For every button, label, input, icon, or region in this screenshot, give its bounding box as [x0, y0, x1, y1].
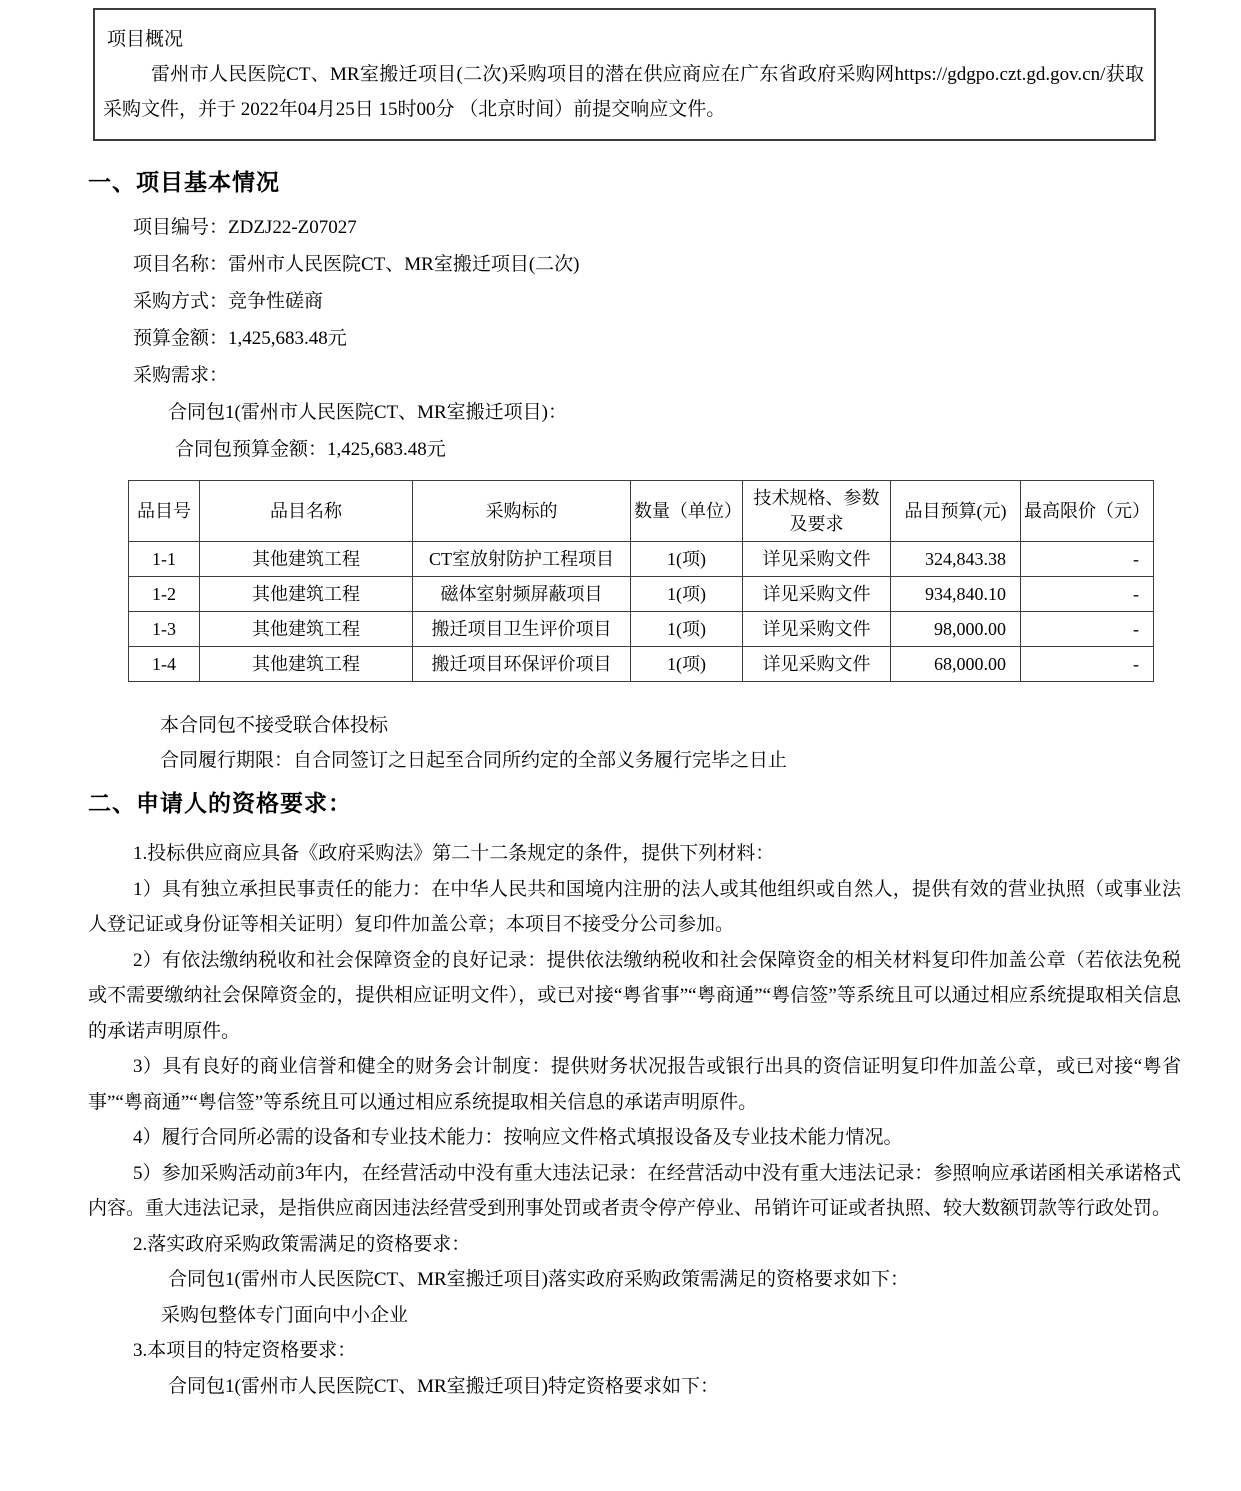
contract-package-budget: 合同包预算金额：1,425,683.48元	[175, 439, 446, 460]
section2-heading: 二、申请人的资格要求：	[88, 790, 352, 816]
cell-item-budget: 98,000.00	[891, 612, 1021, 647]
table-header-row	[129, 481, 1154, 542]
cell-max-price: -	[1021, 577, 1154, 612]
cell-item-name: 其他建筑工程	[200, 612, 413, 647]
table-row	[129, 612, 1154, 647]
policy-requirement-heading: 2.落实政府采购政策需满足的资格要求：	[133, 1233, 471, 1255]
budget-amount: 预算金额：1,425,683.48元	[133, 328, 347, 349]
qualification-item-4: 4）履行合同所必需的设备和专业技术能力：按响应文件格式填报设备及专业技术能力情况。	[133, 1127, 903, 1148]
cell-quantity: 1(项)	[631, 647, 743, 682]
cell-item-budget: 68,000.00	[891, 647, 1021, 682]
col-header-subject: 采购标的	[413, 481, 631, 542]
cell-item-no: 1-4	[129, 647, 200, 682]
col-header-item-name: 品目名称	[200, 481, 413, 542]
package-notes	[88, 708, 1181, 778]
cell-specs: 详见采购文件	[743, 542, 891, 577]
col-header-item-budget: 品目预算(元)	[891, 481, 1021, 542]
col-header-item-no: 品目号	[129, 481, 200, 542]
procurement-demand-label: 采购需求：	[133, 365, 229, 386]
project-number: 项目编号：ZDZJ22-Z07027	[133, 217, 357, 238]
table-row	[129, 542, 1154, 577]
cell-max-price: -	[1021, 542, 1154, 577]
cell-item-name: 其他建筑工程	[200, 647, 413, 682]
overview-paragraph: 雷州市人民医院CT、MR室搬迁项目(二次)采购项目的潜在供应商应在广东省政府采购网https://gdgpo.czt.gd.gov.cn/获取采购文件，并于 2022年04月25日 15时00分 （北京时间）前提交响应文件。	[103, 64, 1144, 120]
qualification-item-3: 3）具有良好的商业信誉和健全的财务会计制度：提供财务状况报告或银行出具的资信证明复印件加盖公章，或已对接“粤省事”“粤商通”“粤信签”等系统且可以通过相应系统提取相关信息的承诺声明原件。	[88, 1056, 1181, 1113]
cell-max-price: -	[1021, 647, 1154, 682]
cell-item-name: 其他建筑工程	[200, 577, 413, 612]
table-row	[129, 647, 1154, 682]
cell-subject: CT室放射防护工程项目	[413, 542, 631, 577]
cell-item-budget: 934,840.10	[891, 577, 1021, 612]
overview-title: 项目概况	[107, 29, 184, 50]
col-header-specs: 技术规格、参数及要求	[743, 481, 891, 542]
procurement-method: 采购方式：竞争性磋商	[133, 291, 324, 312]
cell-specs: 详见采购文件	[743, 577, 891, 612]
col-header-quantity: 数量（单位）	[631, 481, 743, 542]
project-overview-box	[93, 8, 1156, 141]
cell-quantity: 1(项)	[631, 577, 743, 612]
no-consortium-note: 本合同包不接受联合体投标	[160, 715, 389, 736]
specific-requirement-package: 合同包1(雷州市人民医院CT、MR室搬迁项目)特定资格要求如下：	[168, 1375, 720, 1397]
cell-specs: 详见采购文件	[743, 647, 891, 682]
table-row	[129, 577, 1154, 612]
cell-max-price: -	[1021, 612, 1154, 647]
col-header-max-price: 最高限价（元）	[1021, 481, 1154, 542]
cell-specs: 详见采购文件	[743, 612, 891, 647]
qualification-item-5: 5）参加采购活动前3年内，在经营活动中没有重大违法记录：在经营活动中没有重大违法记录：参照响应承诺函相关承诺格式内容。重大违法记录，是指供应商因违法经营受到刑事处罚或者责令停产停业、吊销许可证或者执照、较大数额罚款等行政处罚。	[88, 1162, 1181, 1219]
project-name: 项目名称：雷州市人民医院CT、MR室搬迁项目(二次)	[133, 254, 580, 275]
specific-requirement-heading: 3.本项目的特定资格要求：	[133, 1340, 357, 1361]
contract-period-note: 合同履行期限：自合同签订之日起至合同所约定的全部义务履行完毕之日止	[160, 750, 788, 771]
cell-item-no: 1-1	[129, 542, 200, 577]
qualification-item-2: 2）有依法缴纳税收和社会保障资金的良好记录：提供依法缴纳税收和社会保障资金的相关材料复印件加盖公章（若依法免税或不需要缴纳社会保障资金的，提供相应证明文件），或已对接“粤省事”“粤商通”“粤信签”等系统且可以通过相应系统提取相关信息的承诺声明原件。	[88, 949, 1181, 1042]
cell-subject: 搬迁项目卫生评价项目	[413, 612, 631, 647]
contract-package-title: 合同包1(雷州市人民医院CT、MR室搬迁项目)：	[168, 402, 568, 423]
cell-item-no: 1-2	[129, 577, 200, 612]
cell-subject: 搬迁项目环保评价项目	[413, 647, 631, 682]
cell-item-name: 其他建筑工程	[200, 542, 413, 577]
cell-item-no: 1-3	[129, 612, 200, 647]
section1-heading: 一、项目基本情况	[88, 169, 280, 195]
section1-fields	[88, 209, 1181, 468]
section2-paragraphs	[88, 836, 1181, 1404]
procurement-items-table	[128, 480, 1154, 682]
cell-item-budget: 324,843.38	[891, 542, 1021, 577]
cell-quantity: 1(项)	[631, 542, 743, 577]
cell-subject: 磁体室射频屏蔽项目	[413, 577, 631, 612]
sme-note: 采购包整体专门面向中小企业	[161, 1304, 409, 1326]
policy-requirement-package: 合同包1(雷州市人民医院CT、MR室搬迁项目)落实政府采购政策需满足的资格要求如下：	[168, 1269, 910, 1290]
qualification-intro: 1.投标供应商应具备《政府采购法》第二十二条规定的条件，提供下列材料：	[133, 843, 775, 864]
cell-quantity: 1(项)	[631, 612, 743, 647]
qualification-item-1: 1）具有独立承担民事责任的能力：在中华人民共和国境内注册的法人或其他组织或自然人，提供有效的营业执照（或事业法人登记证或身份证等相关证明）复印件加盖公章；本项目不接受分公司参加。	[88, 878, 1181, 935]
